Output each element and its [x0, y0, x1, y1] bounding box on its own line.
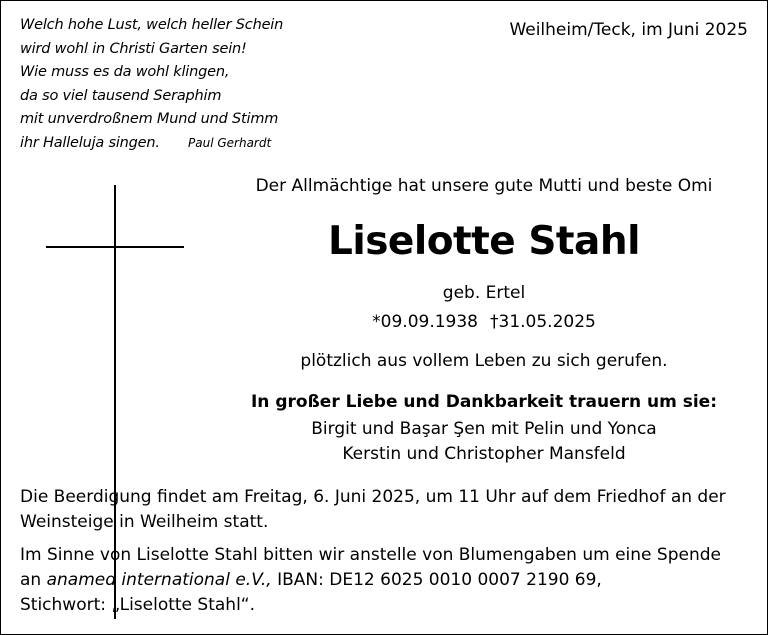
donation-prefix: an	[20, 570, 47, 590]
funeral-line: Weinsteige in Weilheim statt.	[20, 512, 269, 532]
poem-line: Wie muss es da wohl klingen,	[20, 64, 230, 80]
life-dates	[234, 312, 734, 332]
place-date: Weilheim/Teck, im Juni 2025	[509, 20, 748, 40]
poem-line: mit unverdroßnem Mund und Stimm	[20, 111, 279, 127]
cross-icon-crossbar	[46, 246, 184, 248]
donation-iban: IBAN: DE12 6025 0010 0007 2190 69,	[271, 570, 602, 590]
funeral-line: Die Beerdigung findet am Freitag, 6. Juni 2025, um 11 Uhr auf dem Friedhof an der	[20, 487, 726, 507]
poem-line: wird wohl in Christi Garten sein!	[20, 40, 247, 57]
mourner-line: Birgit und Başar Şen mit Pelin und Yonca	[311, 419, 657, 439]
poem-author: Paul Gerhardt	[188, 136, 272, 150]
mourner-line: Kerstin und Christopher Mansfeld	[342, 444, 626, 464]
funeral-info	[20, 485, 760, 535]
donation-organization: anamed international e.V.,	[46, 570, 272, 590]
maiden-name: geb. Ertel	[442, 283, 526, 303]
donation-line: Im Sinne von Liselotte Stahl bitten wir anstelle von Blumengaben um eine Spende	[20, 545, 721, 565]
poem-line: da so viel tausend Seraphim	[20, 87, 222, 104]
intro-text: Der Allmächtige hat unsere gute Mutti und beste Omi	[255, 176, 713, 196]
mourners-heading: In großer Liebe und Dankbarkeit trauern um sie:	[250, 392, 718, 412]
poem-line: Welch hohe Lust, welch heller Schein	[20, 17, 284, 33]
poem	[20, 14, 283, 155]
called-home-text: plötzlich aus vollem Leben zu sich gerufen.	[300, 351, 668, 371]
deceased-name: Liselotte Stahl	[327, 219, 641, 264]
death-date: †31.05.2025	[490, 312, 596, 332]
donation-info	[20, 543, 760, 618]
donation-line	[20, 568, 760, 593]
poem-line: ihr Halleluja singen.	[20, 134, 160, 151]
donation-keyword: Stichwort: „Liselotte Stahl“.	[20, 595, 256, 615]
birth-date: *09.09.1938	[372, 312, 478, 332]
